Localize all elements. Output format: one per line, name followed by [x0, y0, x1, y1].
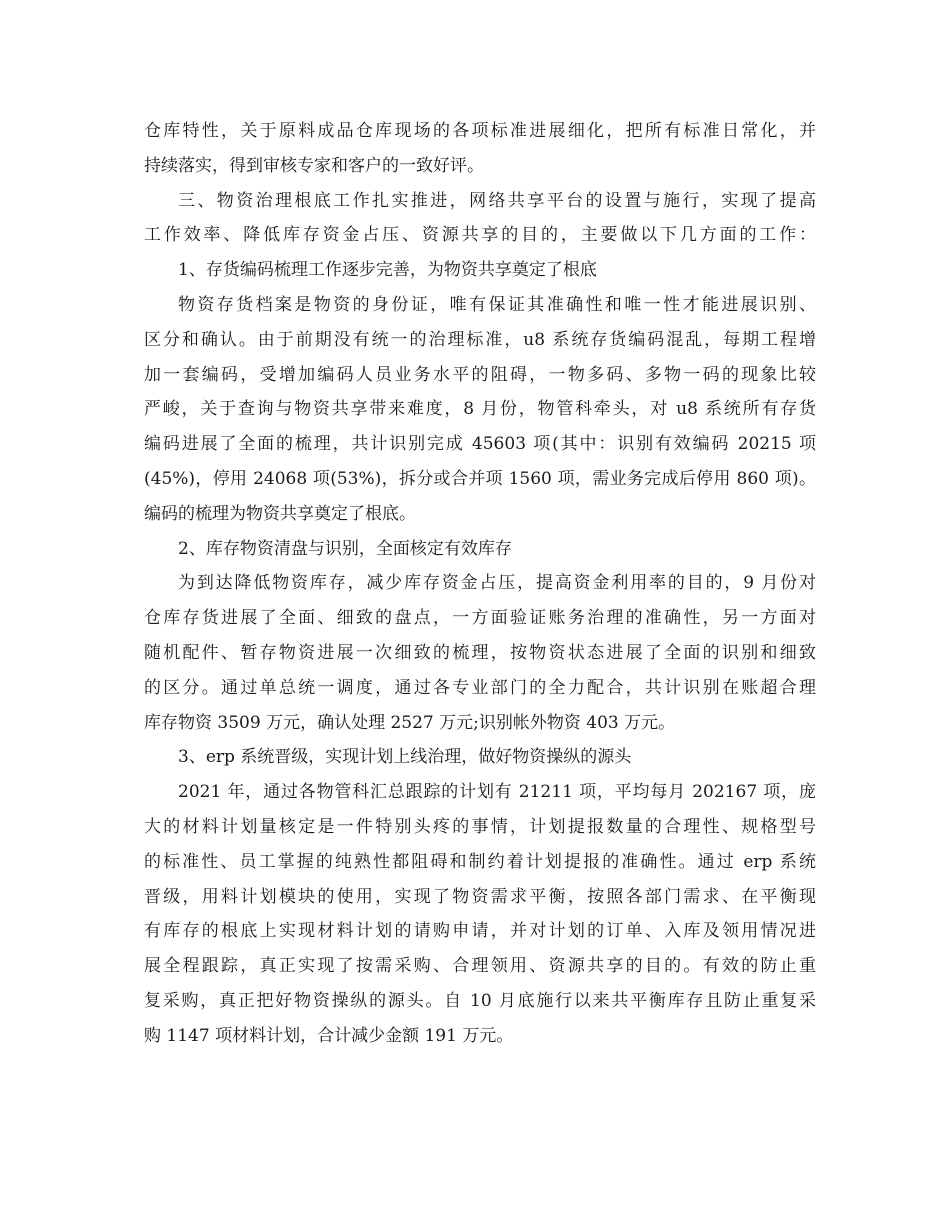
text-line: 随机配件、暂存物资进展一次细致的梳理，按物资状态进展了全面的识别和细致 [144, 642, 816, 663]
text-line: 工作效率、降低库存资金占压、资源共享的目的，主要做以下几方面的工作： [144, 225, 816, 246]
text-line: 有库存的根底上实现材料计划的请购申请，并对计划的订单、入库及领用情况进 [144, 921, 816, 942]
text-line: 区分和确认。由于前期没有统一的治理标准，u8 系统存货编码混乱，每期工程增 [144, 329, 816, 350]
text-line: 的区分。通过单总统一调度，通过各专业部门的全力配合，共计识别在账超合理 [144, 677, 816, 698]
text-line: 2、库存物资清盘与识别，全面核定有效库存 [178, 538, 512, 559]
text-line: 物资存货档案是物资的身份证，唯有保证其准确性和唯一性才能进展识别、 [178, 294, 816, 315]
text-line: 晋级，用料计划模块的使用，实现了物资需求平衡，按照各部门需求、在平衡现 [144, 886, 816, 907]
text-line: 加一套编码，受增加编码人员业务水平的阻碍，一物多码、多物一码的现象比较 [144, 364, 816, 385]
text-line: 严峻，关于查询与物资共享带来难度，8 月份，物管科牵头，对 u8 系统所有存货 [144, 399, 816, 420]
text-line: 库存物资 3509 万元，确认处理 2527 万元;识别帐外物资 403 万元。 [144, 712, 676, 733]
text-line: 大的材料计划量核定是一件特别头疼的事情，计划提报数量的合理性、规格型号 [144, 816, 816, 837]
text-line: 的标准性、员工掌握的纯熟性都阻碍和制约着计划提报的准确性。通过 erp 系统 [144, 851, 816, 872]
text-line: 购 1147 项材料计划，合计减少金额 191 万元。 [144, 1025, 514, 1046]
text-line: 为到达降低物资库存，减少库存资金占压，提高资金利用率的目的，9 月份对 [178, 573, 816, 594]
text-line: 展全程跟踪，真正实现了按需采购、合理领用、资源共享的目的。有效的防止重 [144, 956, 816, 977]
text-line: 编码进展了全面的梳理，共计识别完成 45603 项(其中：识别有效编码 20215 项 [144, 434, 816, 455]
body-text [144, 114, 816, 1054]
text-line: 仓库特性，关于原料成品仓库现场的各项标准进展细化，把所有标准日常化，并 [144, 121, 816, 141]
text-line: 编码的梳理为物资共享奠定了根底。 [144, 503, 416, 524]
text-line: 三、物资治理根底工作扎实推进，网络共享平台的设置与施行，实现了提高 [178, 190, 816, 211]
text-line: 复采购，真正把好物资操纵的源头。自 10 月底施行以来共平衡库存且防止重复采 [144, 990, 816, 1011]
text-line: (45%)，停用 24068 项(53%)，拆分或合并项 1560 项，需业务完成后停用 860 项)。 [144, 468, 816, 489]
text-line: 1、存货编码梳理工作逐步完善，为物资共享奠定了根底 [178, 260, 597, 281]
text-line: 持续落实，得到审核专家和客户的一致好评。 [144, 155, 484, 176]
text-line: 仓库存货进展了全面、细致的盘点，一方面验证账务治理的准确性，另一方面对 [144, 608, 816, 629]
text-line: 3、erp 系统晋级，实现计划上线治理，做好物资操纵的源头 [178, 747, 632, 768]
text-line: 2021 年，通过各物管科汇总跟踪的计划有 21211 项，平均每月 202167 项，庞 [178, 782, 816, 803]
